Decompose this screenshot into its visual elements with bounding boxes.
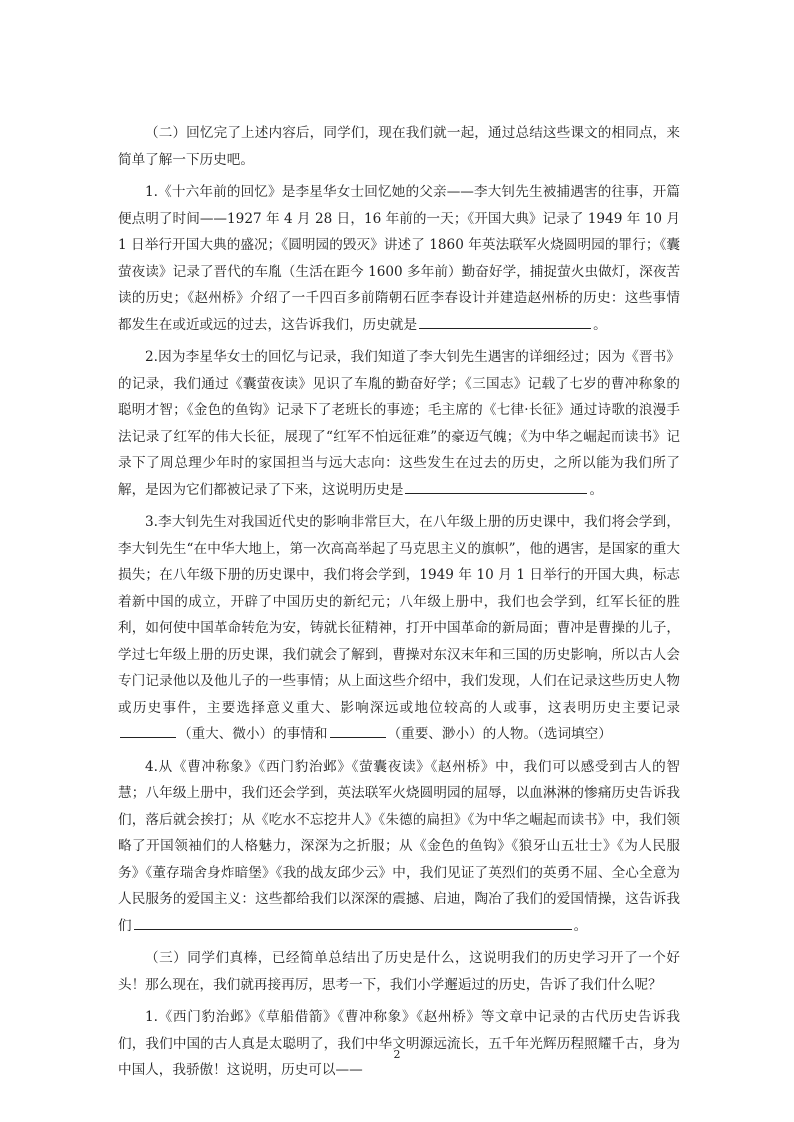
section3-intro xyxy=(118,945,680,998)
answer-blank-4[interactable] xyxy=(134,915,572,930)
question-1-text: 1.《十六年前的回忆》是李星华女士回忆她的父亲——李大钊先生被捕遇害的往事，开篇便点明了时间——1927 年 4 月 28 日，16 年前的一天；《开国大典》记录了 1949 年 10 月 1 日举行开国大典的盛况；《圆明园的毁灭》讲述了 1860 年英法联军火烧圆明园的罪行；《囊萤夜读》记录了晋代的车胤（生活在距今 1600 多年前）勤奋好学，捕捉萤火虫做灯，深夜苦读的历史；《赵州桥》介绍了一千四百多前隋朝石匠李春设计并建造赵州桥的历史：这些事情都发生在或近或远的过去，这告诉我们，历史就是 xyxy=(118,184,680,333)
answer-blank-3a[interactable] xyxy=(120,723,176,738)
question-3-mid1: （重大、微小）的事情和 xyxy=(178,726,328,742)
section3-question-1-text: 1.《西门豹治邺》《草船借箭》《曹冲称象》《赵州桥》等文章中记录的古代历史告诉我们，我们中国的古人真是太聪明了，我们中华文明源远流长，五千年光辉历程照耀千古，身为中国人，我骄傲！这说明，历史可以—— xyxy=(118,1009,680,1078)
question-2-text: 2.因为李星华女士的回忆与记录，我们知道了李大钊先生遇害的详细经过；因为《晋书》的记录，我们通过《囊萤夜读》见识了车胤的勤奋好学；《三国志》记载了七岁的曹冲称象的聪明才智；《金色的鱼钩》记录下了老班长的事迹；毛主席的《七律·长征》通过诗歌的浪漫手法记录了红军的伟大长征，展现了“红军不怕远征难”的豪迈气魄；《为中华之崛起而读书》记录下了周总理少年时的家国担当与远大志向：这些发生在过去的历史，之所以能为我们所了解，是因为它们都被记录了下来，这说明历史是 xyxy=(118,349,680,498)
question-3-text: 3.李大钊先生对我国近代史的影响非常巨大，在八年级上册的历史课中，我们将会学到，李大钊先生“在中华大地上，第一次高高举起了马克思主义的旗帜”，他的遇害，是国家的重大损失；在八年级下册的历史课中，我们将会学到，1949 年 10 月 1 日举行的开国大典，标志着新中国的成立，开辟了中国历史的新纪元；八年级上册中，我们也会学到，红军长征的胜利，如何使中国革命转危为安，铸就长征精神，打开中国革命的新局面；曹冲是曹操的儿子，学过七年级上册的历史课，我们就会了解到，曹操对东汉末年和三国的历史影响，所以古人会专门记录他以及他儿子的一些事情；从上面这些介绍中，我们发现，人们在记录这些历史人物或历史事件，主要选择意义重大、影响深远或地位较高的人或事，这表明历史主要记录 xyxy=(118,514,680,716)
answer-blank-1[interactable] xyxy=(419,314,591,329)
section2-intro-text: （二）回忆完了上述内容后，同学们，现在我们就一起，通过总结这些课文的相同点，来简单了解一下历史吧。 xyxy=(118,125,680,168)
answer-blank-3b[interactable] xyxy=(330,723,386,738)
question-1 xyxy=(118,179,680,338)
question-2-end: 。 xyxy=(589,481,604,498)
question-1-end: 。 xyxy=(593,316,607,333)
question-4-end: 。 xyxy=(573,917,588,934)
section3-intro-text: （三）同学们真棒，已经简单总结出了历史是什么，这说明我们的历史学习开了一个好头！那么现在，我们就再接再厉，思考一下，我们小学邂逅过的历史，告诉了我们什么呢？ xyxy=(118,950,680,993)
question-3 xyxy=(118,509,680,748)
document-body xyxy=(118,120,680,1090)
question-4-text: 4.从《曹冲称象》《西门豹治邺》《萤囊夜读》《赵州桥》中，我们可以感受到古人的智慧；八年级上册中，我们还会学到，英法联军火烧圆明园的屈辱，以血淋淋的惨痛历史告诉我们，落后就会挨打；从《吃水不忘挖井人》《朱德的扁担》《为中华之崛起而读书》中，我们领略了开国领袖们的人格魅力，深深为之折服；从《金色的鱼钩》《狼牙山五壮士》《为人民服务》《董存瑞舍身炸暗堡》《我的战友邱少云》中，我们见证了英烈们的英勇不屈、全心全意为人民服务的爱国主义：这些都给我们以深深的震撼、启迪，陶冶了我们的爱国情操，这告诉我们 xyxy=(118,758,680,934)
section3-question-1 xyxy=(118,1004,680,1084)
question-2 xyxy=(118,344,680,503)
page-number: 2 xyxy=(393,1048,401,1061)
section2-intro xyxy=(118,120,680,173)
question-3-mid2: （重要、渺小）的人物。（选词填空） xyxy=(387,726,612,742)
answer-blank-2[interactable] xyxy=(405,479,587,494)
question-4 xyxy=(118,754,680,940)
